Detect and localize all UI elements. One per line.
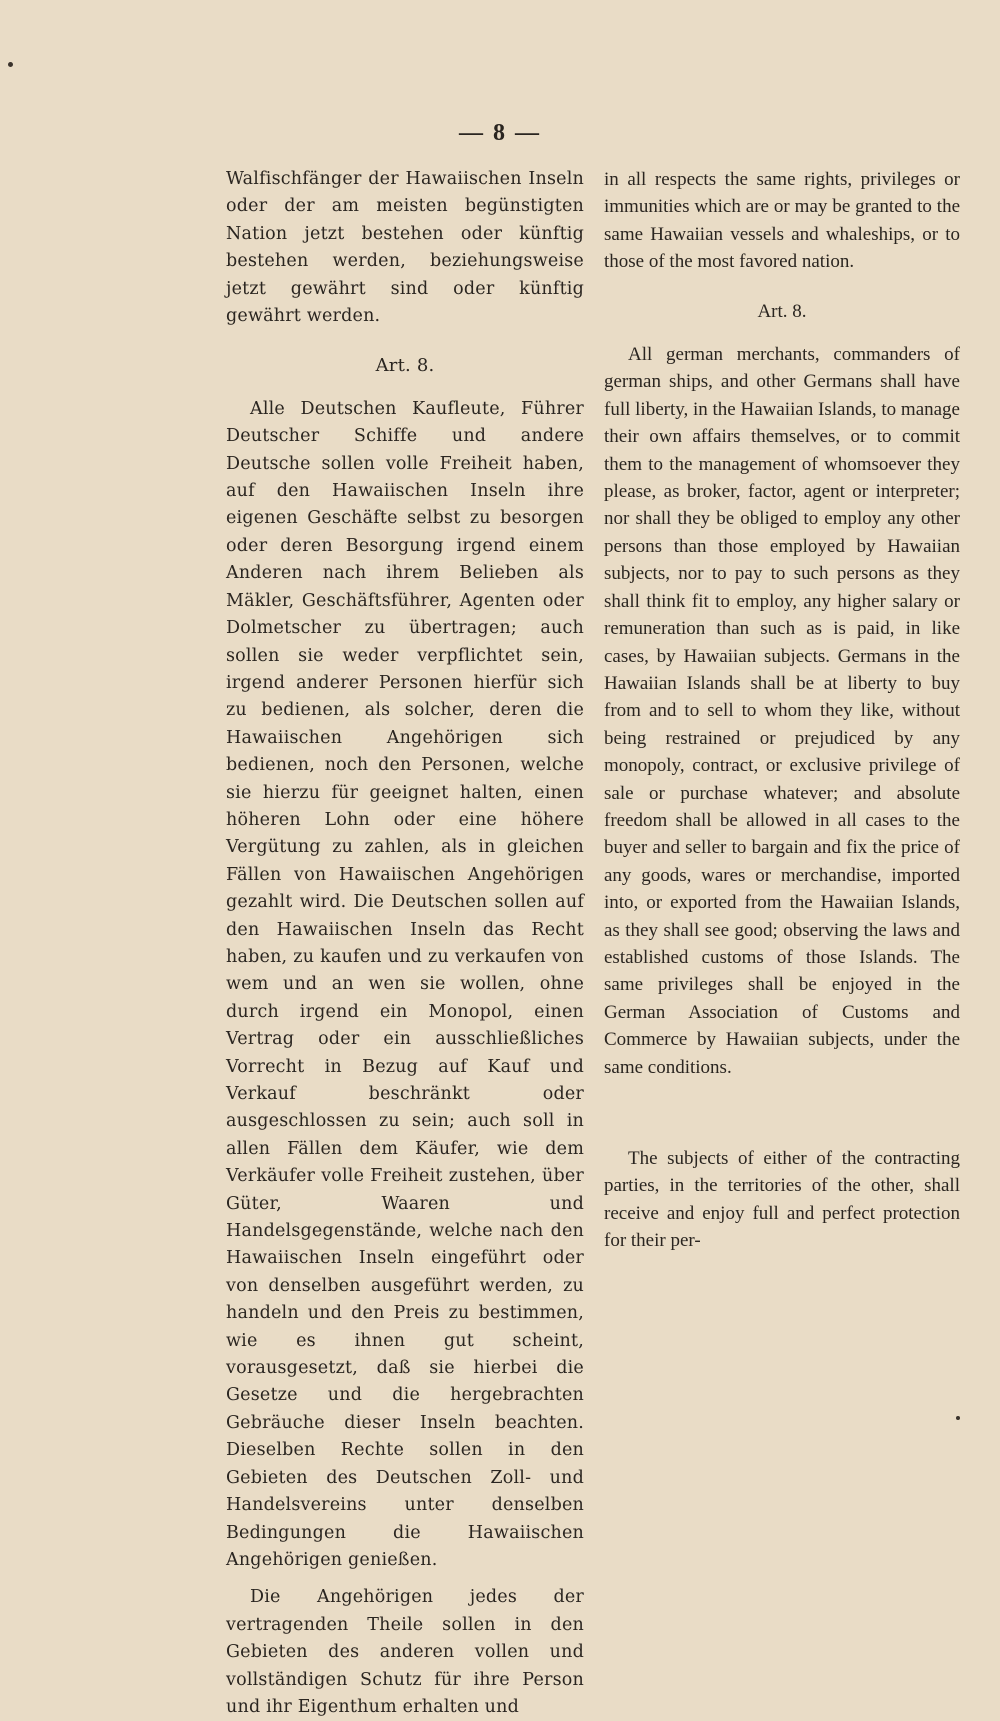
ink-speck <box>956 1416 960 1420</box>
english-paragraph-1: All german merchants, commanders of german ships, and other Germans shall have full liberty, in the Hawaiian Islands, to manage their own affairs themselves, or to commit them to the management of whomsoever they please, as broker, factor, agent or interpreter; nor shall they be obliged to employ any other persons than those employed by Hawaiian subjects, nor to pay to such persons as they shall think fit to employ, any higher salary or remuneration than such as is paid, in like cases, by Hawaiian subjects. Germans in the Hawaiian Islands shall be at liberty to buy from and to sell to whom they like, without being restrained or prejudiced by any monopoly, contract, or exclusive privilege of sale or purchase whatever; and absolute freedom shall be allowed in all cases to the buyer and seller to bargain and fix the price of any goods, wares or merchandise, imported into, or exported from the Hawaiian Islands, as they shall see good; observing the laws and established customs of those Islands. The same privileges shall be enjoyed in the German Association of Customs and Commerce by Hawaiian subjects, under the same conditions. <box>604 344 960 1078</box>
german-paragraph-1: Alle Deutschen Kaufleute, Führer Deutscher Schiffe und andere Deutsche sollen volle Freiheit haben, auf den Hawaiischen Inseln ihre eigenen Geschäfte selbst zu besorgen oder deren Besorgung irgend einem Anderen nach ihrem Belieben als Mäkler, Geschäftsführer, Agenten oder Dolmetscher zu übertragen; auch sollen sie weder verpflichtet sein, irgend anderer Personen hierfür sich zu bedienen, als solcher, deren die Hawaiischen Angehörigen sich bedienen, noch den Personen, welche sie hierzu für geeignet halten, einen höheren Lohn oder eine höhere Vergütung zu zahlen, als in gleichen Fällen von Hawaiischen Angehörigen gezahlt wird. Die Deutschen sollen auf den Hawaiischen Inseln das Recht haben, zu kaufen und zu verkaufen von wem und an wen sie wollen, ohne durch irgend ein Monopol, einen Vertrag oder ein ausschließliches Vorrecht in Bezug auf Kauf und Verkauf beschränkt oder ausgeschlossen zu sein; auch soll in allen Fällen dem Käufer, wie dem Verkäufer volle Freiheit zustehen, über Güter, Waaren und Handelsgegenstände, welche nach den Hawaiischen Inseln eingeführt oder von denselben ausgeführt werden, zu handeln und den Preis zu bestimmen, wie es ihnen gut scheint, vorausgesetzt, daß sie hierbei die Gesetze und die hergebrachten Gebräuche dieser Inseln beachten. Dieselben Rechte sollen in den Gebieten des Deutschen Zoll- und Handelsvereins unter denselben Bedingungen die Hawaiischen Angehörigen genießen. <box>226 398 584 1570</box>
ink-speck <box>8 62 13 67</box>
german-intro: Walfischfänger der Hawaiischen Inseln oder der am meisten begünstigten Nation jetzt bestehen oder künftig bestehen werden, beziehungsweise jetzt gewährt sind oder künftig gewährt werden. <box>226 169 584 327</box>
german-column <box>226 166 584 1721</box>
english-intro: in all respects the same rights, privileges or immunities which are or may be granted to the same Hawaiian vessels and whaleships, or to those of the most favored nation. <box>604 169 960 273</box>
german-paragraph-2: Die Angehörigen jedes der vertragenden Theile sollen in den Gebieten des anderen vollen und vollständigen Schutz für ihre Person und ihr Eigenthum erhalten und <box>226 1587 584 1717</box>
page-number: — 8 — <box>459 120 541 146</box>
english-column <box>604 166 960 1255</box>
english-paragraph-2: The subjects of either of the contracting parties, in the territories of the other, shall receive and enjoy full and perfect protection for their per- <box>604 1148 960 1252</box>
german-article-heading: Art. 8. <box>375 355 435 377</box>
english-article-heading: Art. 8. <box>757 300 807 322</box>
